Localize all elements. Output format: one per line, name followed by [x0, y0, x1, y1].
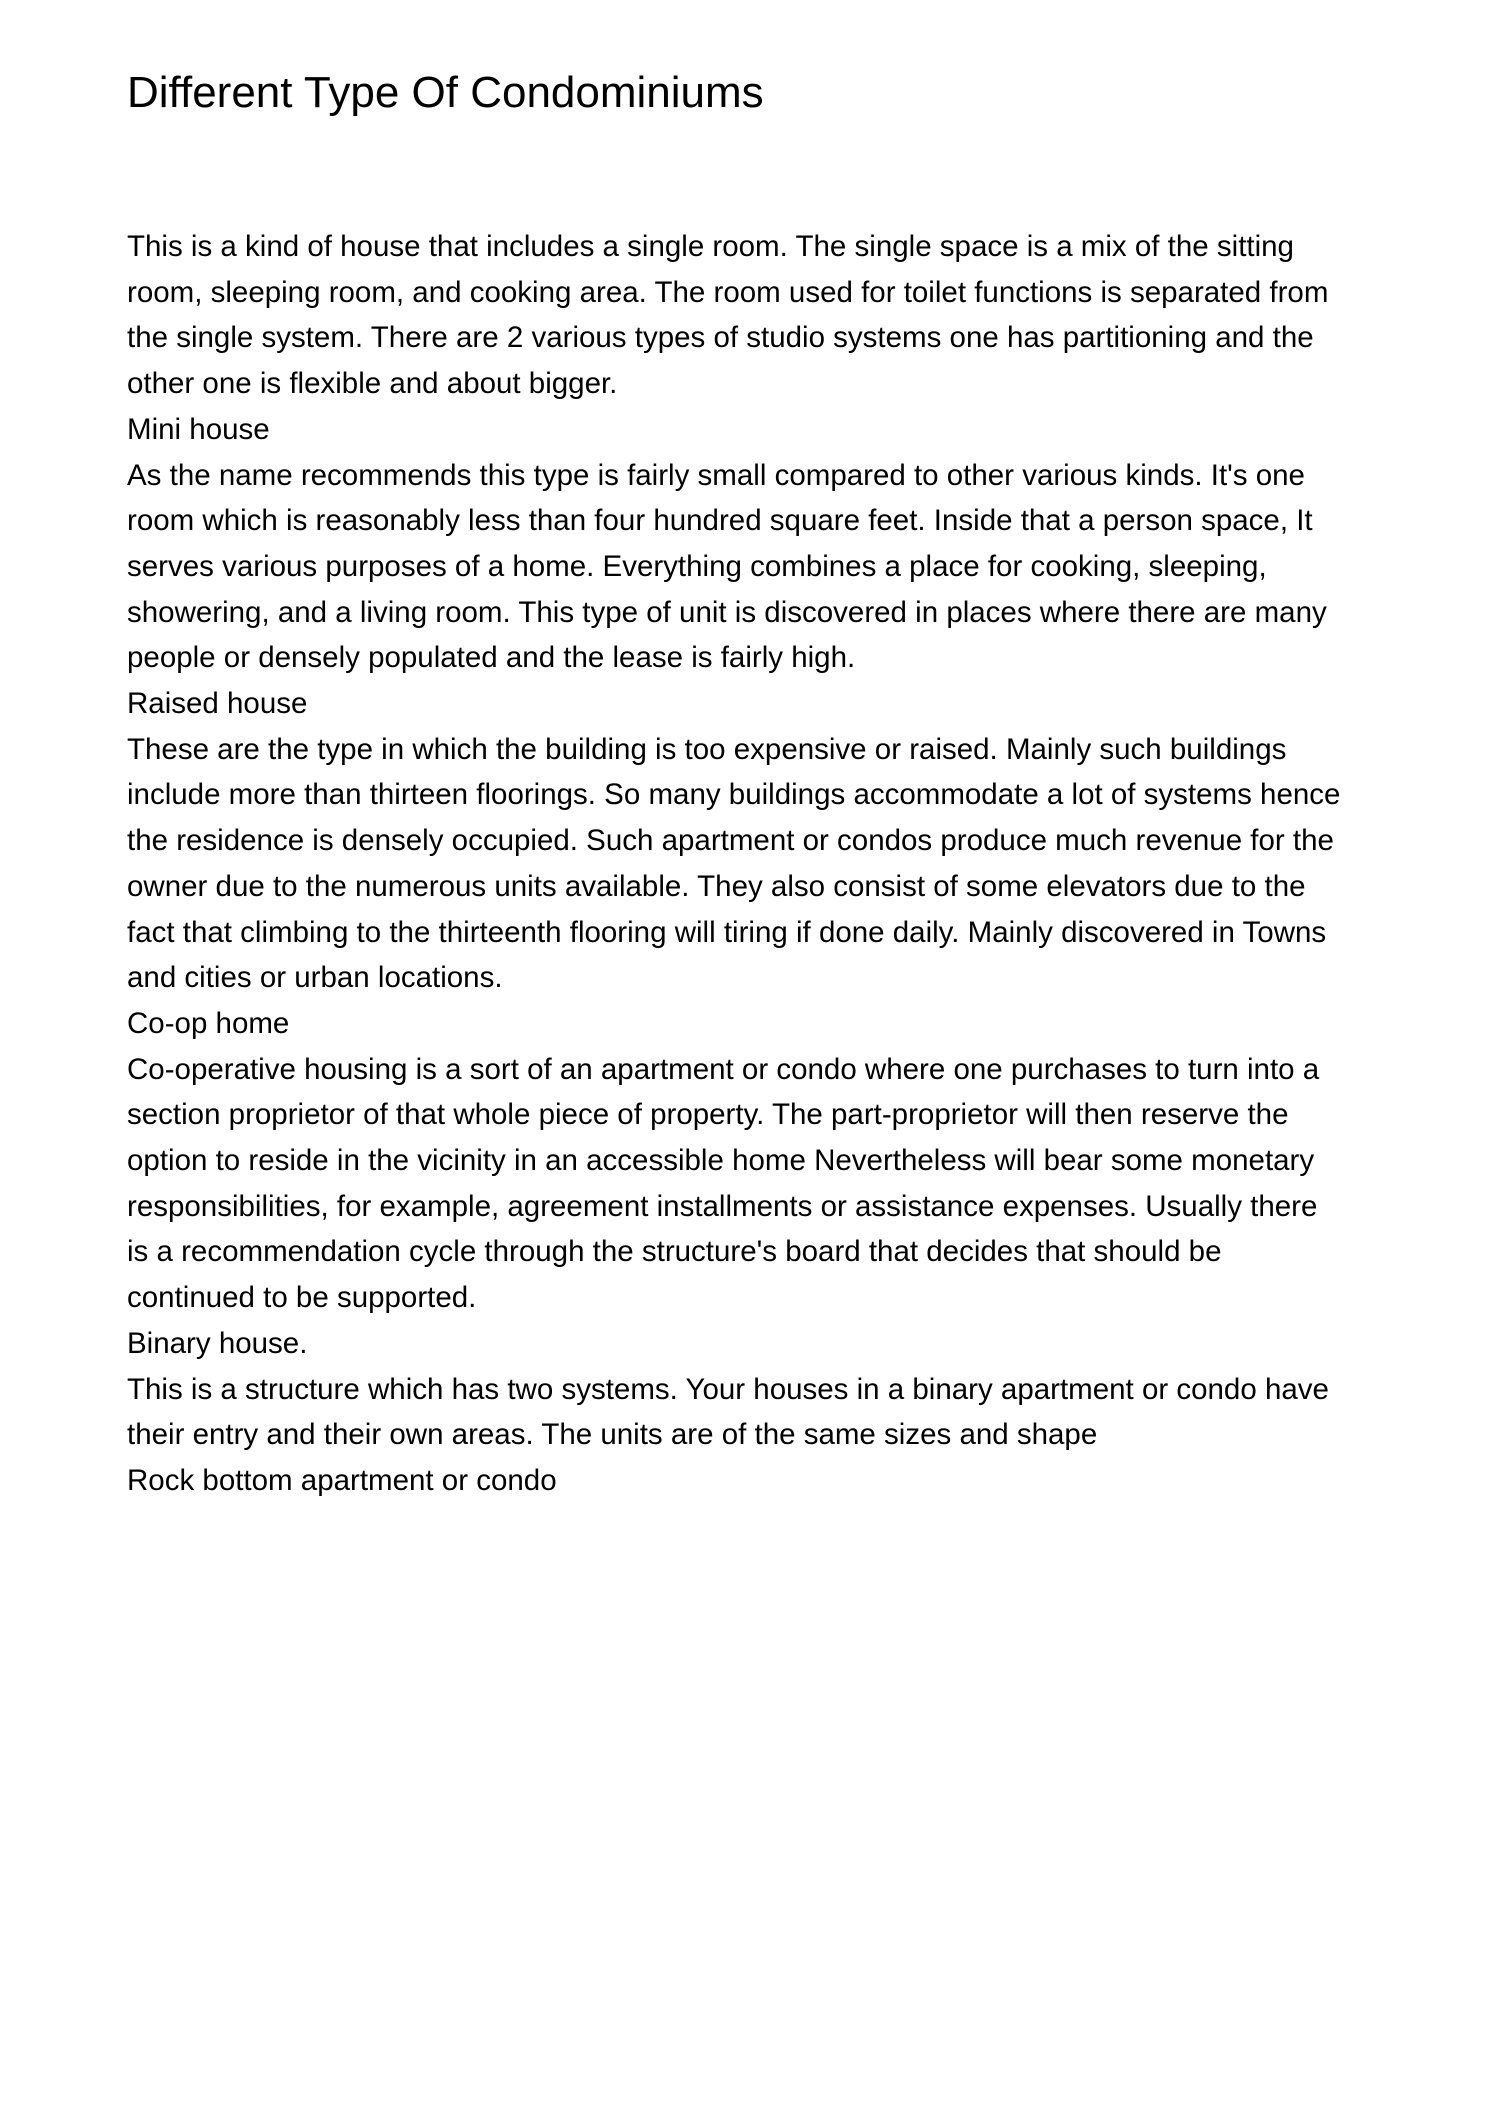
section-heading-binary-house: Binary house.	[127, 1326, 308, 1360]
section-heading-mini-house: Mini house	[127, 412, 270, 446]
body-line: continued to be supported.	[127, 1281, 477, 1315]
body-line: option to reside in the vicinity in an accessible home Nevertheless will bear some monetary	[127, 1144, 1315, 1178]
page-title: Different Type Of Condominiums	[127, 68, 764, 117]
body-line: owner due to the numerous units available. They also consist of some elevators due to the	[127, 869, 1306, 903]
body-line: This is a kind of house that includes a single room. The single space is a mix of the sitting	[127, 230, 1294, 263]
body-line: fact that climbing to the thirteenth flooring will tiring if done daily. Mainly discovered in Towns	[127, 915, 1327, 949]
document-body	[127, 224, 1387, 1504]
body-line: responsibilities, for example, agreement installments or assistance expenses. Usually there	[127, 1189, 1318, 1223]
body-line: people or densely populated and the lease is fairly high.	[127, 641, 856, 675]
body-line: is a recommendation cycle through the structure's board that decides that should be	[127, 1235, 1222, 1269]
body-line: Co-operative housing is a sort of an apartment or condo where one purchases to turn into a	[127, 1052, 1320, 1086]
body-line: include more than thirteen floorings. So many buildings accommodate a lot of systems hence	[127, 778, 1341, 812]
document-page	[127, 62, 1387, 1504]
body-line: their entry and their own areas. The units are of the same sizes and shape	[127, 1418, 1098, 1452]
body-line: the single system. There are 2 various types of studio systems one has partitioning and the	[127, 321, 1314, 355]
body-line: serves various purposes of a home. Everything combines a place for cooking, sleeping,	[127, 549, 1267, 583]
section-heading-raised-house: Raised house	[127, 687, 308, 721]
body-line: room, sleeping room, and cooking area. The room used for toilet functions is separated from	[127, 275, 1329, 309]
body-line: the residence is densely occupied. Such apartment or condos produce much revenue for the	[127, 824, 1334, 858]
body-line: These are the type in which the building is too expensive or raised. Mainly such buildings	[127, 732, 1287, 766]
body-line: As the name recommends this type is fairly small compared to other various kinds. It's one	[127, 458, 1305, 492]
section-heading-rock-bottom-condo: Rock bottom apartment or condo	[127, 1463, 557, 1497]
body-line: This is a structure which has two systems. Your houses in a binary apartment or condo have	[127, 1372, 1329, 1406]
body-line: room which is reasonably less than four hundred square feet. Inside that a person space, It	[127, 504, 1313, 538]
body-line: other one is flexible and about bigger.	[127, 367, 618, 401]
body-line: section proprietor of that whole piece of property. The part-proprietor will then reserve the	[127, 1098, 1289, 1132]
body-line: and cities or urban locations.	[127, 961, 503, 995]
body-line: showering, and a living room. This type of unit is discovered in places where there are many	[127, 595, 1327, 629]
section-heading-co-op-home: Co-op home	[127, 1006, 290, 1040]
